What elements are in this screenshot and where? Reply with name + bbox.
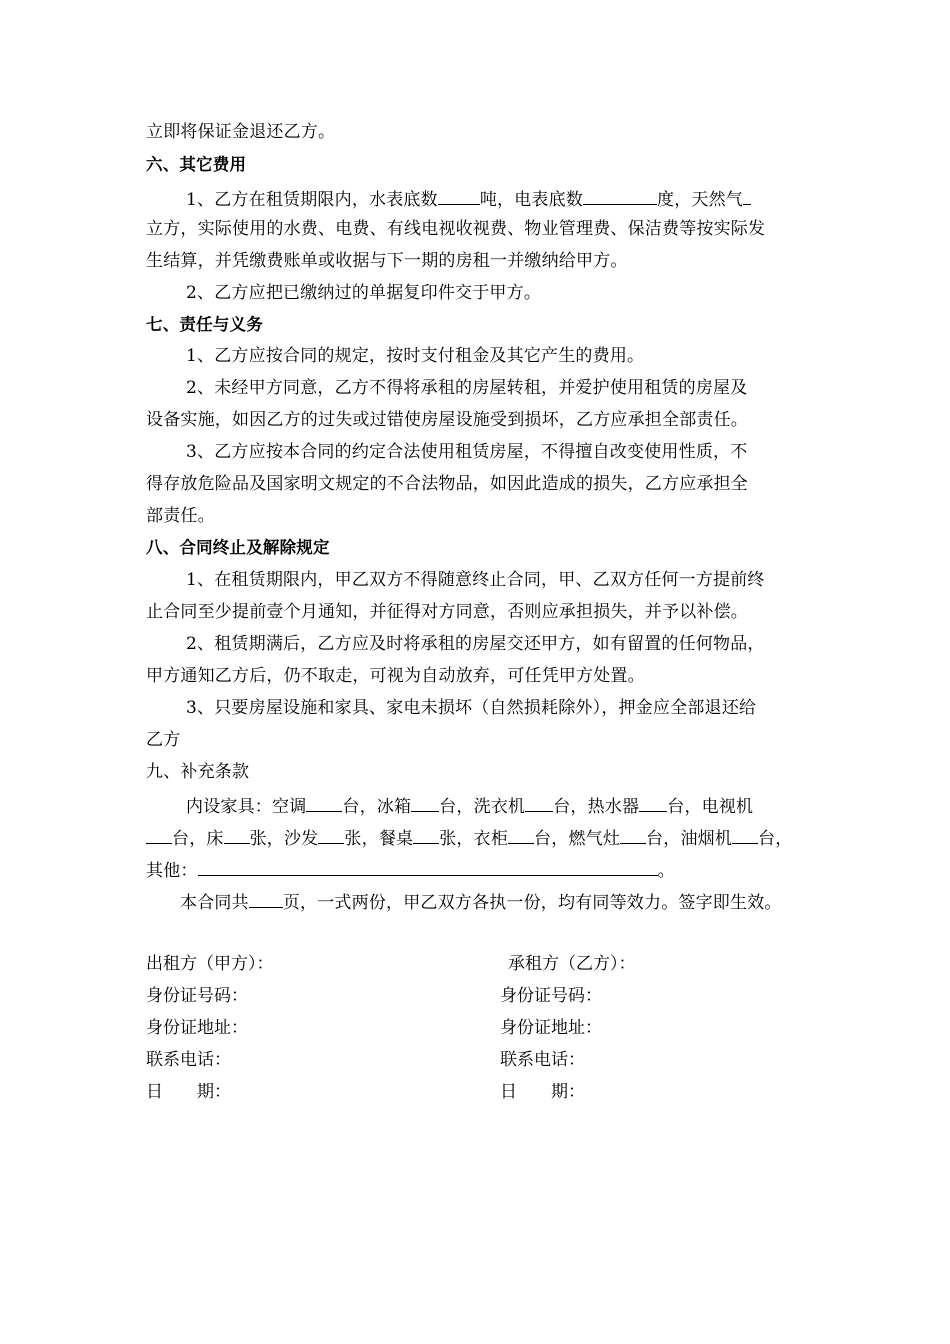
ac-count-blank[interactable] — [306, 793, 342, 812]
section7-p2-line1: 2、未经甲方同意，乙方不得将承租的房屋转租，并爱护使用租赁的房屋及 — [186, 378, 748, 398]
section7-p3-line1: 3、乙方应按本合同的约定合法使用租赁房屋，不得擅自改变使用性质，不 — [186, 442, 748, 462]
furniture-line1: 内设家具：空调 台，冰箱 台，洗衣机 台，热水器 台，电视机 — [186, 793, 753, 815]
section6-p1-line3: 生结算，并凭缴费账单或收据与下一期的房租一并缴纳给甲方。 — [146, 251, 628, 271]
lessor-date-label: 日 期： — [146, 1082, 231, 1102]
section7-p1: 1、乙方应按合同的规定，按时支付租金及其它产生的费用。 — [186, 346, 645, 366]
section6-p1-line2: 立方，实际使用的水费、电费、有线电视收视费、物业管理费、保洁费等按实际发 — [146, 219, 766, 239]
sofa-count-blank[interactable] — [318, 825, 344, 844]
lessor-id-address-label: 身份证地址： — [146, 1018, 248, 1038]
section6-p1-line1: 1、乙方在租赁期限内，水表底数 吨，电表底数 度，天然气 — [186, 186, 751, 208]
section9-heading: 九、补充条款 — [146, 762, 250, 782]
section8-p1-line2: 止合同至少提前壹个月通知，并征得对方同意，否则应承担损失，并予以补偿。 — [146, 602, 748, 622]
lessee-date-label: 日 期： — [500, 1082, 585, 1102]
lessor-id-number-label: 身份证号码： — [146, 986, 248, 1006]
section6-heading: 六、其它费用 — [146, 155, 247, 174]
section8-p2-line2: 甲方通知乙方后，仍不取走，可视为自动放弃，可任凭甲方处置。 — [146, 666, 645, 686]
electric-meter-blank[interactable] — [583, 186, 657, 205]
furniture-other-line: 其他： 。 — [146, 857, 675, 879]
section8-heading: 八、合同终止及解除规定 — [146, 538, 330, 557]
section6-p2: 2、乙方应把已缴纳过的单据复印件交于甲方。 — [186, 283, 542, 303]
section8-p3-line2: 乙方 — [146, 730, 181, 750]
section7-heading: 七、责任与义务 — [146, 315, 263, 334]
section8-p2-line1: 2、租赁期满后，乙方应及时将承租的房屋交还甲方，如有留置的任何物品， — [186, 634, 765, 654]
lessee-party-label: 承租方（乙方）： — [508, 954, 636, 974]
tv-count-blank[interactable] — [146, 825, 172, 844]
lessor-party-label: 出租方（甲方）： — [146, 954, 274, 974]
wardrobe-count-blank[interactable] — [508, 825, 534, 844]
table-count-blank[interactable] — [413, 825, 439, 844]
fridge-count-blank[interactable] — [411, 793, 439, 812]
bed-count-blank[interactable] — [224, 825, 250, 844]
other-items-blank[interactable] — [198, 857, 658, 876]
stove-count-blank[interactable] — [620, 825, 646, 844]
lessor-phone-label: 联系电话： — [146, 1050, 231, 1070]
washer-count-blank[interactable] — [525, 793, 553, 812]
section8-p3-line1: 3、只要房屋设施和家具、家电未损坏（自然损耗除外），押金应全部退还给 — [186, 698, 757, 718]
section7-p2-line2: 设备实施，如因乙方的过失或过错使房屋设施受到损坏，乙方应承担全部责任。 — [146, 410, 748, 430]
section7-p3-line2: 得存放危险品及国家明文规定的不合法物品，如因此造成的损失，乙方应承担全 — [146, 474, 748, 494]
section5-tail: 立即将保证金退还乙方。 — [146, 122, 336, 142]
lessee-id-number-label: 身份证号码： — [500, 986, 602, 1006]
section7-p3-line3: 部责任。 — [146, 506, 215, 526]
lessee-id-address-label: 身份证地址： — [500, 1018, 602, 1038]
hood-count-blank[interactable] — [732, 825, 758, 844]
page-count-line: 本合同共 页，一式两份，甲乙双方各执一份，均有同等效力。签字即生效。 — [180, 889, 782, 911]
furniture-line2: 台，床 张，沙发 张，餐桌 张，衣柜 台，燃气灶 台，油烟机 台， — [146, 825, 792, 847]
heater-count-blank[interactable] — [639, 793, 667, 812]
gas-meter-blank[interactable] — [743, 186, 751, 205]
water-meter-blank[interactable] — [438, 186, 480, 205]
lessee-phone-label: 联系电话： — [500, 1050, 585, 1070]
page-count-blank[interactable] — [249, 889, 283, 908]
section8-p1-line1: 1、在租赁期限内，甲乙双方不得随意终止合同，甲、乙双方任何一方提前终 — [186, 570, 765, 590]
